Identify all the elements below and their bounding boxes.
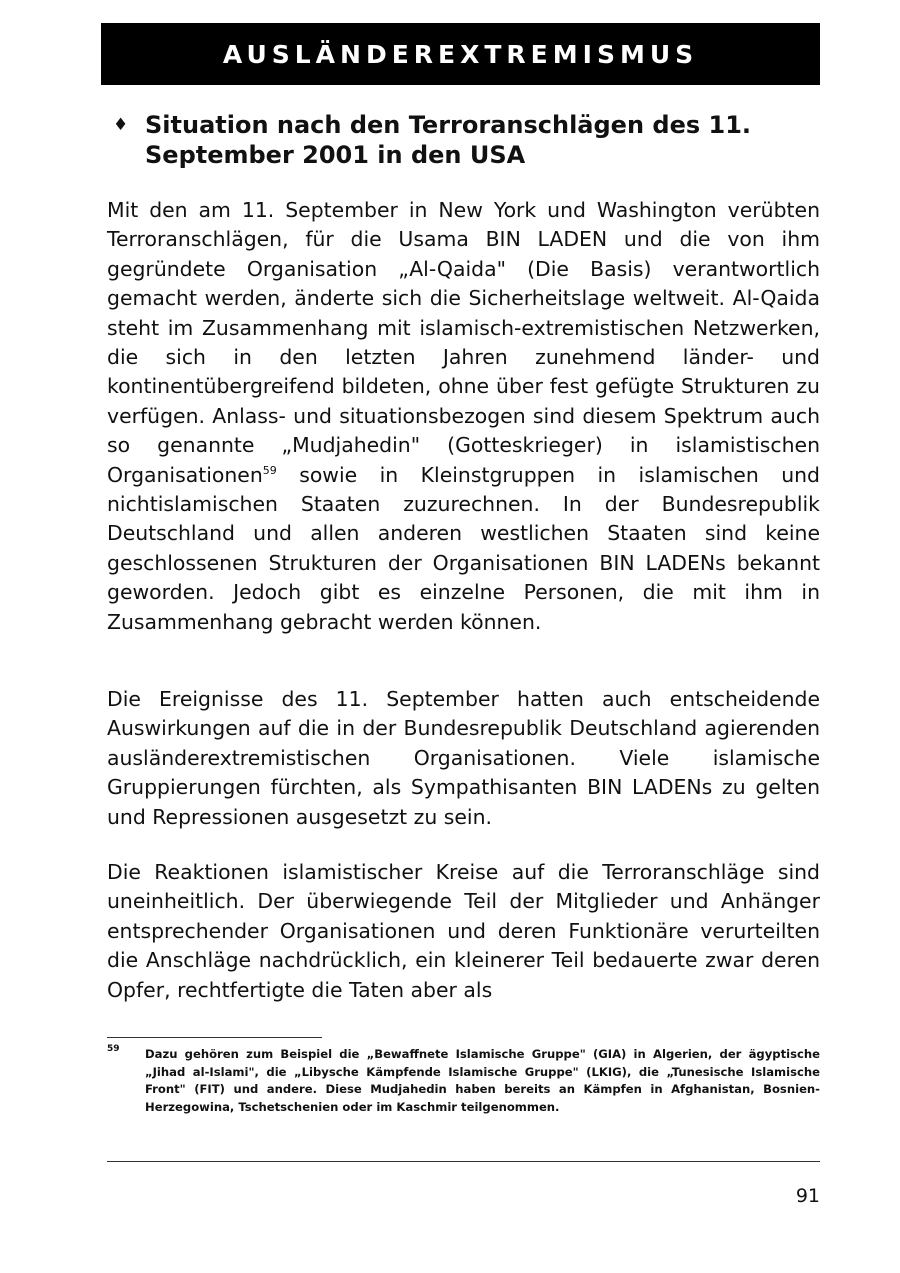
- page-number: 91: [795, 1185, 820, 1207]
- footnote-reference: 59: [262, 463, 277, 477]
- footnote-divider: [107, 1037, 322, 1038]
- paragraph-1: [107, 196, 820, 637]
- diamond-bullet-icon: ♦: [113, 115, 129, 135]
- paragraph-1-text-b: sowie in Kleinstgruppen in islamischen und nichtislamischen Staaten zuzurechnen. In der Bundesrepublik Deutschland und allen anderen westlichen Staaten sind keine geschlossenen Strukturen der Organisationen BIN LADENs bekannt geworden. Jedoch gibt es einzelne Personen, die mit ihm in Zusammenhang gebracht werden können.: [107, 462, 820, 634]
- section-heading-text: Situation nach den Terroranschlägen des 11. September 2001 in den USA: [145, 111, 752, 169]
- section-heading: [113, 110, 820, 170]
- paragraph-2: Die Ereignisse des 11. September hatten auch entscheidende Auswirkungen auf die in der Bundesrepublik Deutschland agierenden ausländerextremistischen Organisationen. Viele islamische Gruppierungen fürchten, als Sympathisanten BIN LADENs zu gelten und Repressionen ausgesetzt zu sein.: [107, 687, 820, 829]
- section-title: AUSLÄNDEREXTREMISMUS: [222, 39, 699, 69]
- paragraph-3: Die Reaktionen islamistischer Kreise auf die Terroranschläge sind uneinheitlich. Der überwiegende Teil der Mitglieder und Anhänger entsprechender Organisationen und deren Funktionäre verurteilten die Anschläge nachdrücklich, ein kleinerer Teil bedauerte zwar deren Opfer, rechtfertigte die Taten aber als: [107, 860, 820, 1002]
- paragraph-1-text-a: Mit den am 11. September in New York und Washington verübten Terroranschlägen, für die Usama BIN LADEN und die von ihm gegründete Organisation „Al-Qaida" (Die Basis) verantwortlich gemacht werden, änderte sich die Sicherheitslage weltweit. Al-Qaida steht im Zusammenhang mit islamisch-extremistischen Netzwerken, die sich in den letzten Jahren zunehmend länder- und kontinentübergreifend bildeten, ohne über fest gefügte Strukturen zu verfügen. Anlass- und situationsbezogen sind diesem Spektrum auch so genannte „Mudjahedin" (Gotteskrieger) in islamistischen Organisationen: [107, 198, 820, 487]
- section-title-banner: [101, 23, 820, 85]
- footer-divider: [107, 1161, 820, 1162]
- footnote-number: 59: [107, 1044, 120, 1054]
- footnote-text: Dazu gehören zum Beispiel die „Bewaffnete Islamische Gruppe" (GIA) in Algerien, der ägyptische „Jihad al-Islami", die „Libysche Kämpfende Islamische Gruppe" (LKIG), die „Tunesische Islamische Front" (FIT) und andere. Diese Mudjahedin haben bereits an Kämpfen in Afghanistan, Bosnien-Herzegowina, Tschetschenien oder im Kaschmir teilgenommen.: [145, 1047, 820, 1114]
